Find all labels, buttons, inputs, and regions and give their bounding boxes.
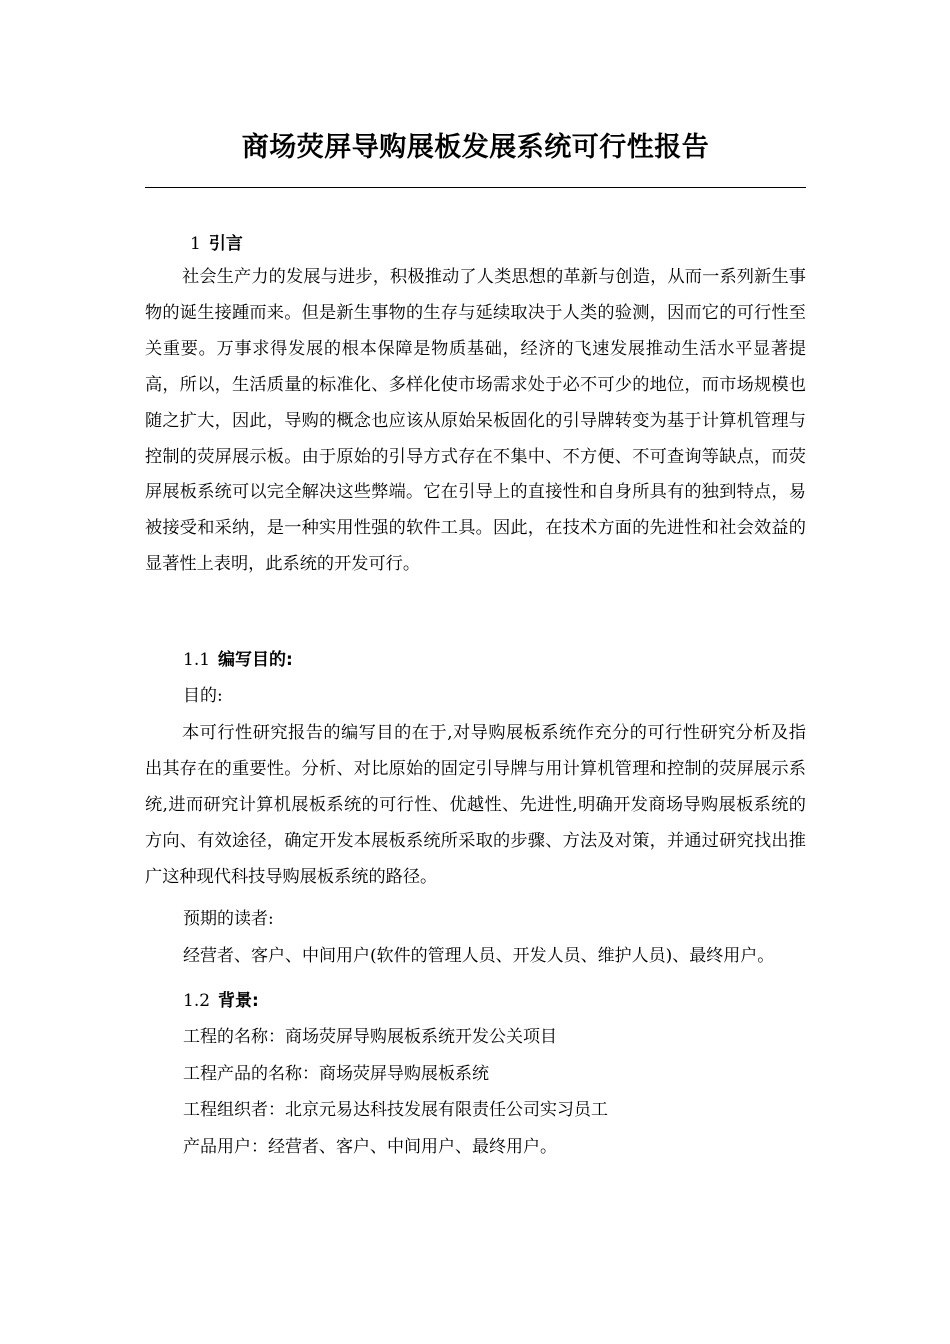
purpose-paragraph: 本可行性研究报告的编写目的在于,对导购展板系统作充分的可行性研究分析及指出其存在的重要性。分析、对比原始的固定引导牌与用计算机管理和控制的荧屏展示系统,进而研究计算机展板系统的可行性、优越性、先进性,明确开发商场导购展板系统的方向、有效途径，确定开发本展板系统所采取的步骤、方法及对策，并通过研究找出推广这种现代科技导购展板系统的路径。 — [145, 723, 806, 887]
purpose-goal-label: 目的: — [183, 686, 223, 706]
background-item-users: 产品用户：经营者、客户、中间用户、最终用户。 — [183, 1137, 557, 1157]
intro-paragraph: 社会生产力的发展与进步，积极推动了人类思想的革新与创造，从而一系列新生事物的诞生接踵而来。但是新生事物的生存与延续取决于人类的验测，因而它的可行性至关重要。万事求得发展的根本保障是物质基础，经济的飞速发展推动生活水平显著提高，所以，生活质量的标准化、多样化使市场需求处于必不可少的地位，而市场规模也随之扩大，因此，导购的概念也应该从原始呆板固化的引导牌转变为基于计算机管理与控制的荧屏展示板。由于原始的引导方式存在不集中、不方便、不可查询等缺点，而荧屏展板系统可以完全解决这些弊端。它在引导上的直接性和自身所具有的独到特点，易被接受和采纳，是一种实用性强的软件工具。因此，在技术方面的先进性和社会效益的显著性上表明，此系统的开发可行。 — [145, 267, 806, 575]
title-divider — [145, 187, 806, 188]
document-title: 商场荧屏导购展板发展系统可行性报告 — [241, 132, 710, 163]
section-label: 背景: — [218, 991, 259, 1011]
section-label: 引言 — [208, 234, 243, 254]
section-number: 1 — [190, 234, 201, 254]
background-item-organizer: 工程组织者：北京元易达科技发展有限责任公司实习员工 — [183, 1100, 608, 1120]
section-label: 编写目的: — [218, 650, 293, 670]
section-number: 1.2 — [183, 991, 211, 1011]
readers-value: 经营者、客户、中间用户(软件的管理人员、开发人员、维护人员)、最终用户。 — [183, 946, 775, 966]
section-heading-background — [183, 987, 259, 1015]
section-heading-purpose — [183, 646, 293, 674]
readers-label: 预期的读者: — [183, 909, 274, 929]
section-heading-intro — [190, 230, 243, 258]
section-number: 1.1 — [183, 650, 211, 670]
background-item-product-name: 工程产品的名称：商场荧屏导购展板系统 — [183, 1064, 489, 1084]
background-item-project-name: 工程的名称：商场荧屏导购展板系统开发公关项目 — [183, 1027, 557, 1047]
